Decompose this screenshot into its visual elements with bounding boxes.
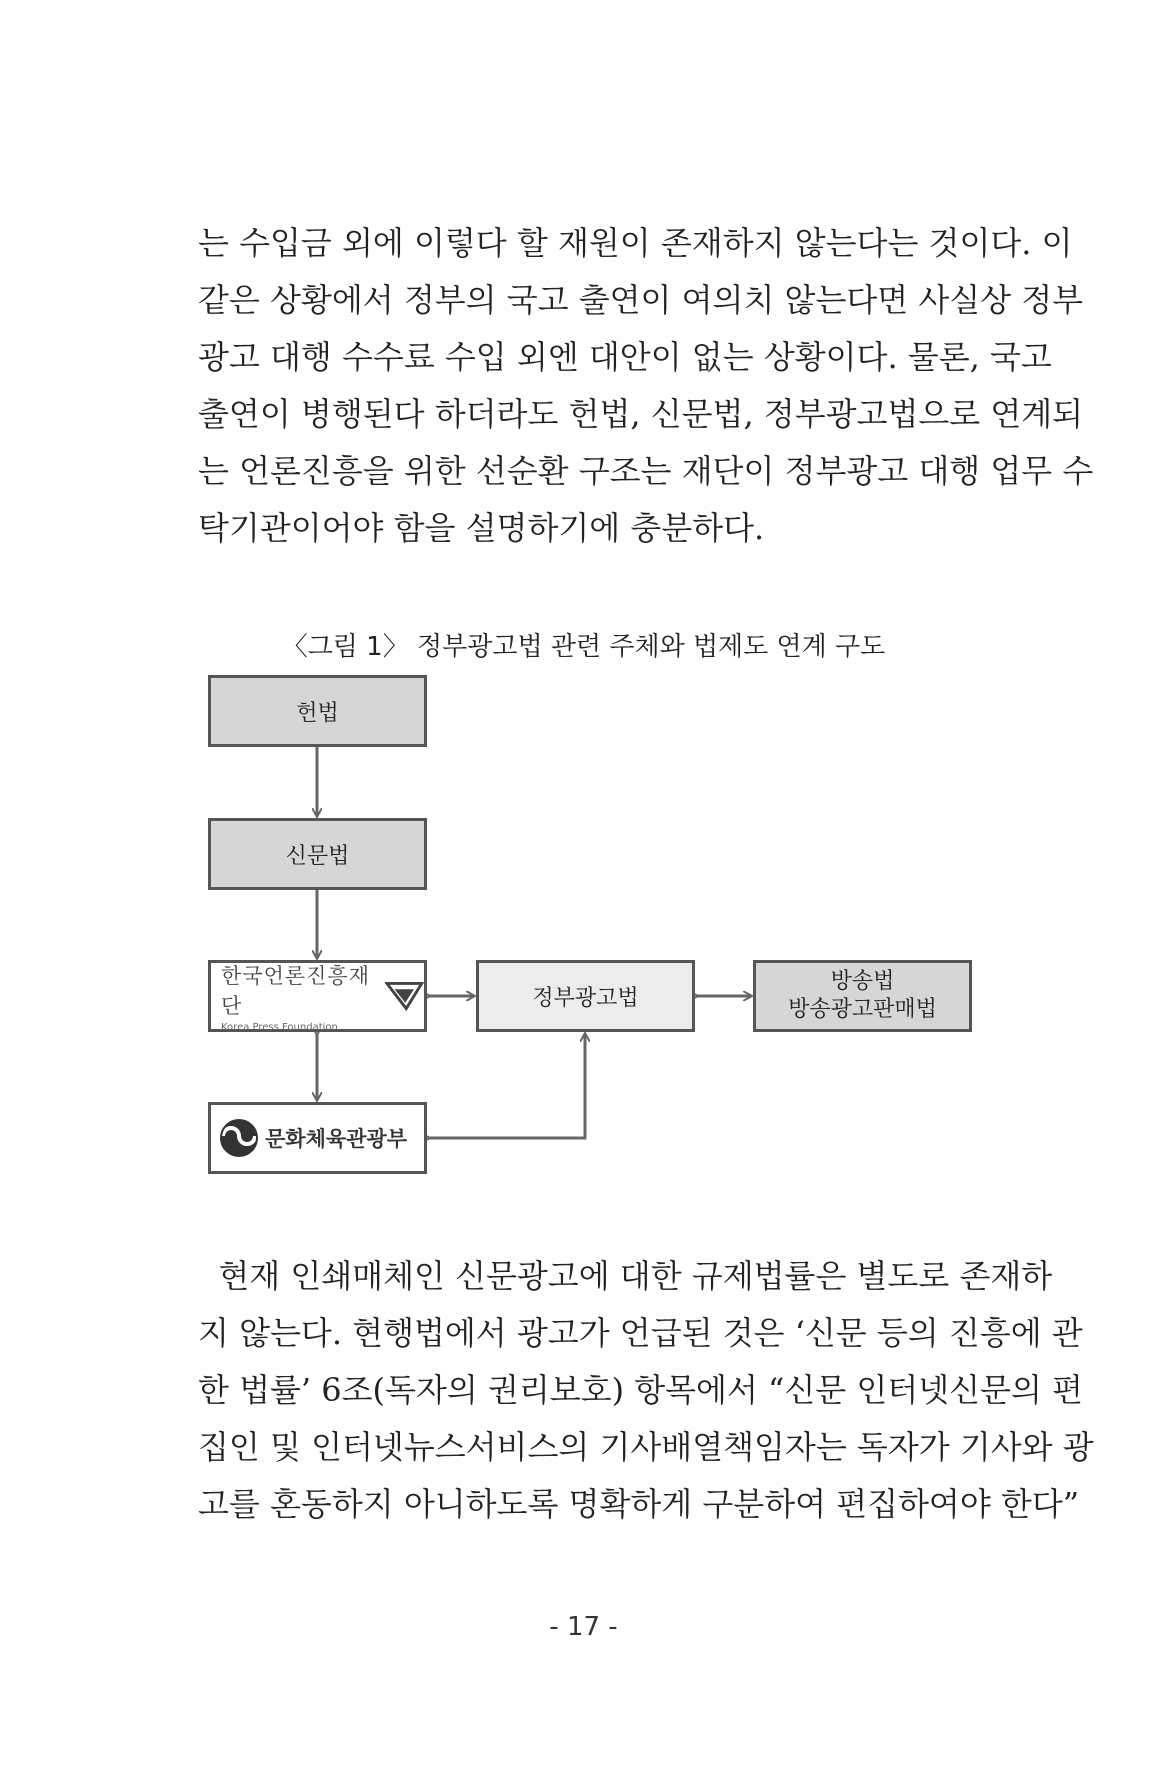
constitution-box — [208, 675, 427, 747]
newspaper-act-label: 신문법 — [285, 843, 350, 869]
kpf-box — [208, 960, 427, 1032]
text-line: 탁기관이어야 함을 설명하기에 충분하다. — [198, 509, 765, 547]
kpf-english-name: Korea Press Foundation — [221, 1021, 338, 1033]
text-line: 같은 상황에서 정부의 국고 출연이 여의치 않는다면 사실상 정부 — [198, 281, 1084, 319]
mcst-name: 문화체육관광부 — [265, 1127, 408, 1151]
text-line: 는 언론진흥을 위한 선순환 구조는 재단이 정부광고 대행 업무 수 — [198, 452, 1094, 490]
text-line: 는 수입금 외에 이렇다 할 재원이 존재하지 않는다는 것이다. 이 — [198, 224, 1073, 262]
page-number: - 17 - — [549, 1612, 618, 1642]
constitution-label: 헌법 — [296, 700, 339, 726]
text-line: 현재 인쇄매체인 신문광고에 대한 규제법률은 별도로 존재하 — [198, 1257, 1053, 1295]
broadcast-ad-sales-act-label: 방송광고판매법 — [788, 997, 937, 1022]
body-paragraph-2 — [198, 1248, 1094, 1533]
text-line: 출연이 병행된다 하더라도 헌법, 신문법, 정부광고법으로 연계되 — [198, 395, 1084, 433]
text-line: 집인 및 인터넷뉴스서비스의 기사배열책임자는 독자가 기사와 광 — [198, 1428, 1094, 1466]
broadcast-act-label: 방송법 — [830, 969, 895, 994]
kpf-emblem-icon — [385, 979, 424, 1013]
newspaper-act-box — [208, 818, 427, 890]
text-line: 광고 대행 수수료 수입 외엔 대안이 없는 상황이다. 물론, 국고 — [198, 338, 1052, 376]
text-line: 지 않는다. 현행법에서 광고가 언급된 것은 ‘신문 등의 진흥에 관 — [198, 1314, 1083, 1352]
body-paragraph-1 — [198, 215, 1094, 557]
taegeuk-emblem-icon — [219, 1118, 259, 1158]
kpf-name: 한국언론진흥재단 — [221, 963, 371, 1018]
text-line: 한 법률’ 6조(독자의 권리보호) 항목에서 “신문 인터넷신문의 편 — [198, 1371, 1083, 1409]
figure-caption: 〈그림 1〉 정부광고법 관련 주체와 법제도 연계 구도 — [281, 632, 886, 662]
arrow-mcst-to-govlaw — [429, 1034, 585, 1138]
government-ad-act-label: 정부광고법 — [532, 985, 639, 1011]
mcst-box — [208, 1102, 427, 1174]
text-line: 고를 혼동하지 아니하도록 명확하게 구분하여 편집하여야 한다” — [198, 1485, 1080, 1523]
government-ad-act-box — [476, 960, 695, 1032]
broadcast-acts-box — [753, 960, 972, 1032]
kpf-logo — [221, 960, 424, 1033]
